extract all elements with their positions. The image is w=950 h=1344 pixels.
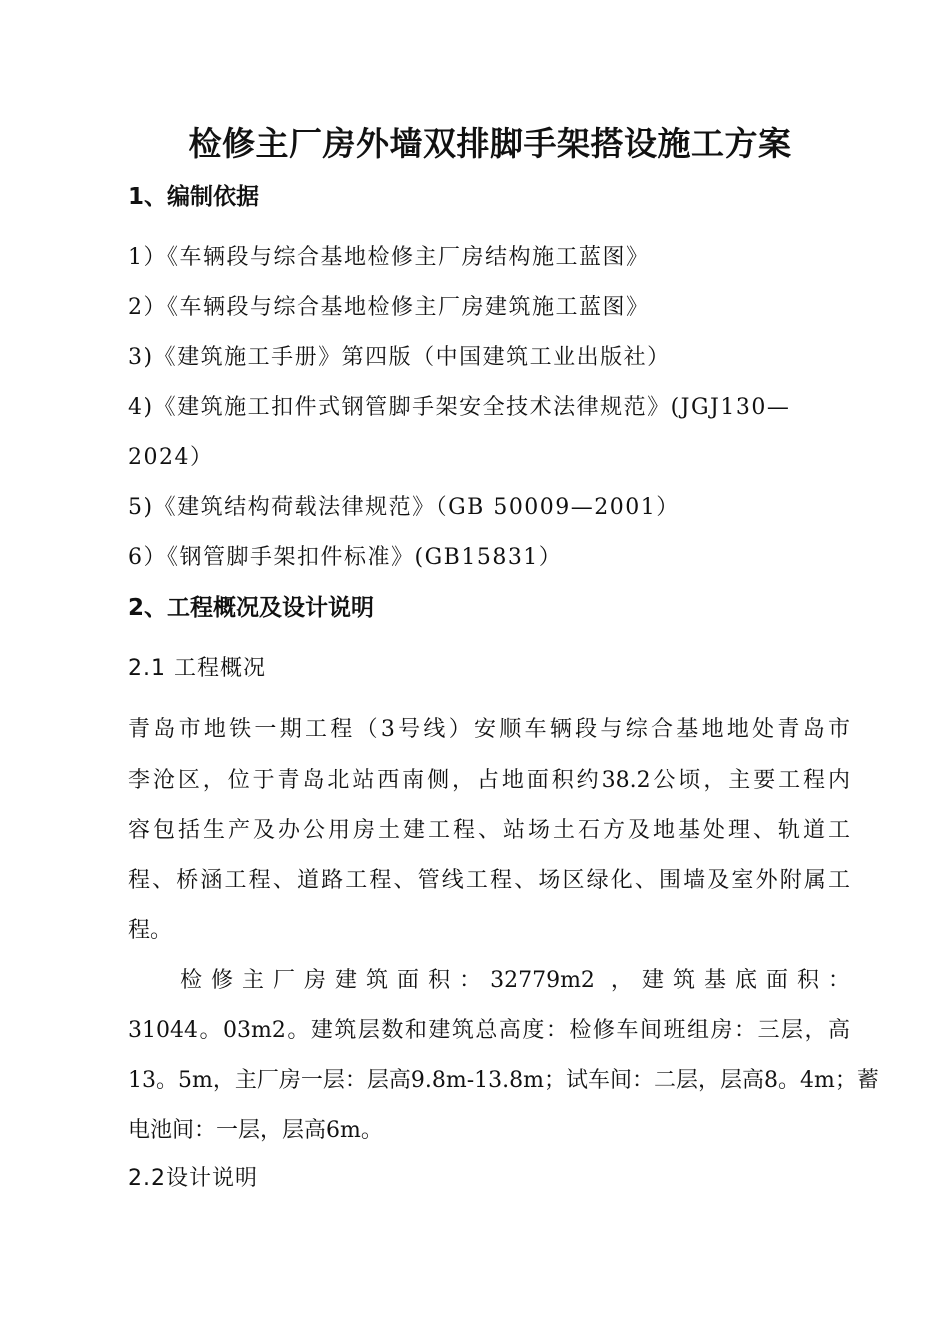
section-heading-overview: 2、工程概况及设计说明 <box>128 595 375 621</box>
section-heading-basis: 1、编制依据 <box>128 184 260 210</box>
paragraph-overview-line-4: 程、桥涵工程、道路工程、管线工程、场区绿化、围墙及室外附属工 <box>128 868 850 893</box>
reference-item-2: 2）《车辆段与综合基地检修主厂房建筑施工蓝图》 <box>128 295 650 320</box>
reference-item-6: 6）《钢管脚手架扣件标准》(GB15831） <box>128 545 563 570</box>
subsection-heading-overview: 2.1 工程概况 <box>128 656 266 681</box>
paragraph-overview-line-5: 程。 <box>128 918 173 943</box>
reference-item-4: 4)《建筑施工扣件式钢管脚手架安全技术法律规范》(JGJ130— <box>128 395 791 420</box>
reference-item-1: 1）《车辆段与综合基地检修主厂房结构施工蓝图》 <box>128 245 650 270</box>
reference-item-4-cont: 2024） <box>128 445 214 470</box>
reference-item-3: 3)《建筑施工手册》第四版（中国建筑工业出版社） <box>128 345 671 370</box>
paragraph-area-line-1: 检修主厂房建筑面积：32779m2 ，建筑基底面积： <box>180 968 850 993</box>
paragraph-area-line-3: 13。5m，主厂房一层：层高9.8m-13.8m；试车间：二层，层高8。4m；蓄 <box>128 1068 879 1093</box>
paragraph-overview-line-1: 青岛市地铁一期工程（3号线）安顺车辆段与综合基地地处青岛市 <box>128 717 850 742</box>
paragraph-area-line-2: 31044。03m2。建筑层数和建筑总高度：检修车间班组房：三层，高 <box>128 1018 850 1043</box>
reference-item-5: 5)《建筑结构荷载法律规范》（GB 50009—2001） <box>128 495 680 520</box>
paragraph-overview-line-3: 容包括生产及办公用房土建工程、站场土石方及地基处理、轨道工 <box>128 818 850 843</box>
subsection-heading-design: 2.2设计说明 <box>128 1166 258 1191</box>
paragraph-overview-line-2: 李沧区，位于青岛北站西南侧，占地面积约38.2公顷，主要工程内 <box>128 768 850 793</box>
document-title: 检修主厂房外墙双排脚手架搭设施工方案 <box>188 124 792 163</box>
paragraph-area-line-4: 电池间：一层，层高6m。 <box>128 1118 383 1143</box>
